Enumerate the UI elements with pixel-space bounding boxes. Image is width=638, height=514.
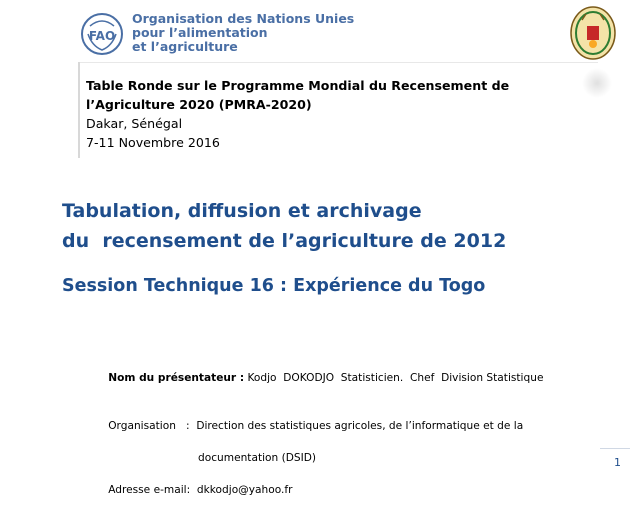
header-top-divider	[78, 62, 598, 63]
presenter-org-row2	[88, 450, 543, 466]
event-header	[86, 76, 598, 152]
event-title-line1: Table Ronde sur le Programme Mondial du Recensement de	[86, 78, 510, 93]
header-left-divider	[78, 62, 80, 158]
presentation-title-line2: du recensement de l’agriculture de 2012	[62, 230, 507, 252]
presenter-email-label: Adresse e-mail:	[108, 484, 191, 496]
event-title-line2: l’Agriculture 2020 (PMRA-2020)	[86, 97, 312, 112]
togo-emblem-icon	[568, 4, 618, 62]
fao-name-line2: pour l’alimentation	[132, 25, 268, 40]
presentation-title-line1: Tabulation, diffusion et archivage	[62, 200, 422, 222]
fao-logo-text: FAO	[88, 29, 116, 43]
presenter-email-row	[88, 466, 543, 514]
presenter-name-row	[88, 354, 543, 402]
session-title: Session Technique 16 : Expérience du Togo	[62, 276, 486, 296]
presenter-info	[88, 354, 543, 514]
fao-name-line3: et l’agriculture	[132, 39, 238, 54]
presenter-name-value: Kodjo DOKODJO Statisticien. Chef Division Statistique	[244, 372, 544, 384]
presenter-org-value-line1: Direction des statistiques agricoles, de l’informatique et de la	[189, 420, 524, 432]
event-dates: 7-11 Novembre 2016	[86, 135, 220, 150]
slide-number: 1	[614, 456, 621, 469]
presentation-title	[62, 196, 506, 256]
fao-name	[132, 12, 354, 54]
presenter-org-value-line2: documentation (DSID)	[198, 452, 317, 464]
page-number-divider	[600, 448, 630, 449]
presenter-org-row	[88, 402, 543, 450]
presenter-org-label: Organisation :	[108, 420, 190, 432]
fao-name-line1: Organisation des Nations Unies	[132, 11, 355, 26]
event-location: Dakar, Sénégal	[86, 116, 183, 131]
presenter-name-label: Nom du présentateur :	[108, 372, 245, 384]
fao-logo-icon	[80, 12, 124, 56]
presenter-email-value[interactable]: dkkodjo@yahoo.fr	[190, 484, 293, 496]
